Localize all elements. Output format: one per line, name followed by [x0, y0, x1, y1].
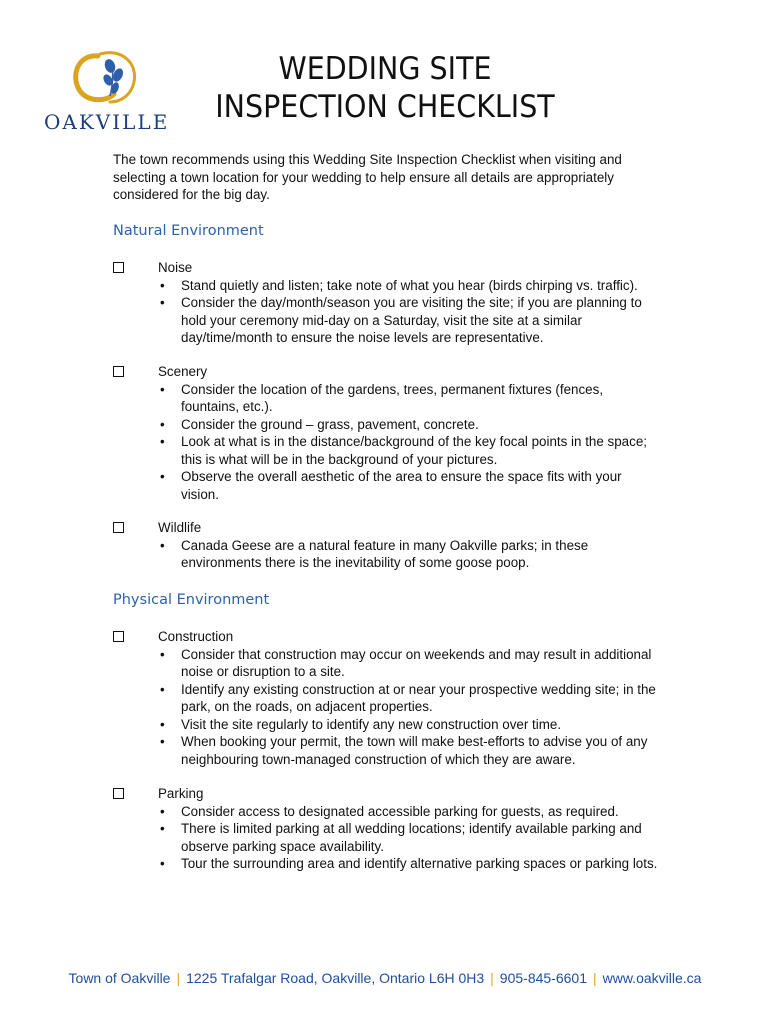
title-line-1: WEDDING SITE: [278, 51, 492, 87]
footer-website-link[interactable]: www.oakville.ca: [602, 970, 702, 986]
checkbox[interactable]: [113, 366, 124, 377]
intro-paragraph: [113, 151, 633, 204]
intro-before: The town recommends using this: [113, 152, 314, 167]
bullet-item: • When booking your permit, the town will make best-efforts to advise you of any neighbouring town-managed construction of which they are aware.: [158, 733, 658, 768]
logo-wordmark: OAKVILLE: [44, 110, 170, 134]
intro-after: when visiting and selecting a town location for your wedding to help ensure all details are appropriately considered for the big day.: [113, 152, 622, 202]
footer-phone: 905-845-6601: [499, 970, 587, 986]
bullet-item: • Visit the site regularly to identify any new construction over time.: [158, 716, 658, 734]
bullet-item: • Stand quietly and listen; take note of what you hear (birds chirping vs. traffic).: [158, 277, 658, 295]
page-title: [215, 50, 555, 126]
bullet-list: [158, 381, 658, 504]
intro-highlight: Wedding Site Inspection Checklist: [313, 152, 516, 167]
item-label: Scenery: [158, 364, 208, 379]
footer-separator: |: [490, 970, 494, 986]
bullet-item: • Canada Geese are a natural feature in many Oakville parks; in these environments there is the inevitability of some goose poop.: [158, 537, 658, 572]
bullet-item: • Identify any existing construction at or near your prospective wedding site; in the park, on the roads, on adjacent properties.: [158, 681, 658, 716]
footer-separator: |: [176, 970, 181, 986]
bullet-item: • Consider the ground – grass, pavement, concrete.: [158, 416, 658, 434]
checkbox[interactable]: [113, 788, 124, 799]
bullet-item: • Observe the overall aesthetic of the area to ensure the space fits with your vision.: [158, 468, 658, 503]
checkbox[interactable]: [113, 522, 124, 533]
checkbox[interactable]: [113, 262, 124, 273]
item-label: Construction: [158, 629, 234, 644]
item-label: Wildlife: [158, 520, 202, 535]
section-heading-physical-environment: Physical Environment: [113, 592, 270, 608]
bullet-list: [158, 537, 658, 572]
footer-address: 1225 Trafalgar Road, Oakville, Ontario L6H 0H3: [186, 970, 485, 986]
bullet-item: • Tour the surrounding area and identify alternative parking spaces or parking lots.: [158, 855, 658, 873]
title-line-2: INSPECTION CHECKLIST: [215, 89, 555, 125]
footer-separator: |: [592, 970, 597, 986]
bullet-list: [158, 646, 658, 769]
bullet-item: • There is limited parking at all wedding locations; identify available parking and observe parking space availability.: [158, 820, 658, 855]
bullet-item: • Consider the location of the gardens, trees, permanent fixtures (fences, fountains, etc.).: [158, 381, 658, 416]
bullet-item: • Look at what is in the distance/background of the key focal points in the space; this is what will be in the background of your pictures.: [158, 433, 658, 468]
bullet-item: • Consider access to designated accessible parking for guests, as required.: [158, 803, 658, 821]
page-footer: [0, 970, 770, 986]
checkbox[interactable]: [113, 631, 124, 642]
item-label: Noise: [158, 260, 193, 275]
bullet-list: [158, 277, 658, 347]
section-heading-natural-environment: Natural Environment: [113, 223, 264, 239]
item-label: Parking: [158, 786, 204, 801]
bullet-list: [158, 803, 658, 873]
bullet-item: • Consider that construction may occur on weekends and may result in additional noise or disruption to a site.: [158, 646, 658, 681]
footer-org: Town of Oakville: [68, 970, 171, 986]
bullet-item: • Consider the day/month/season you are visiting the site; if you are planning to hold your ceremony mid-day on a Saturday, visit the site at a similar day/time/month to ensure the noise levels are representative.: [158, 294, 658, 347]
